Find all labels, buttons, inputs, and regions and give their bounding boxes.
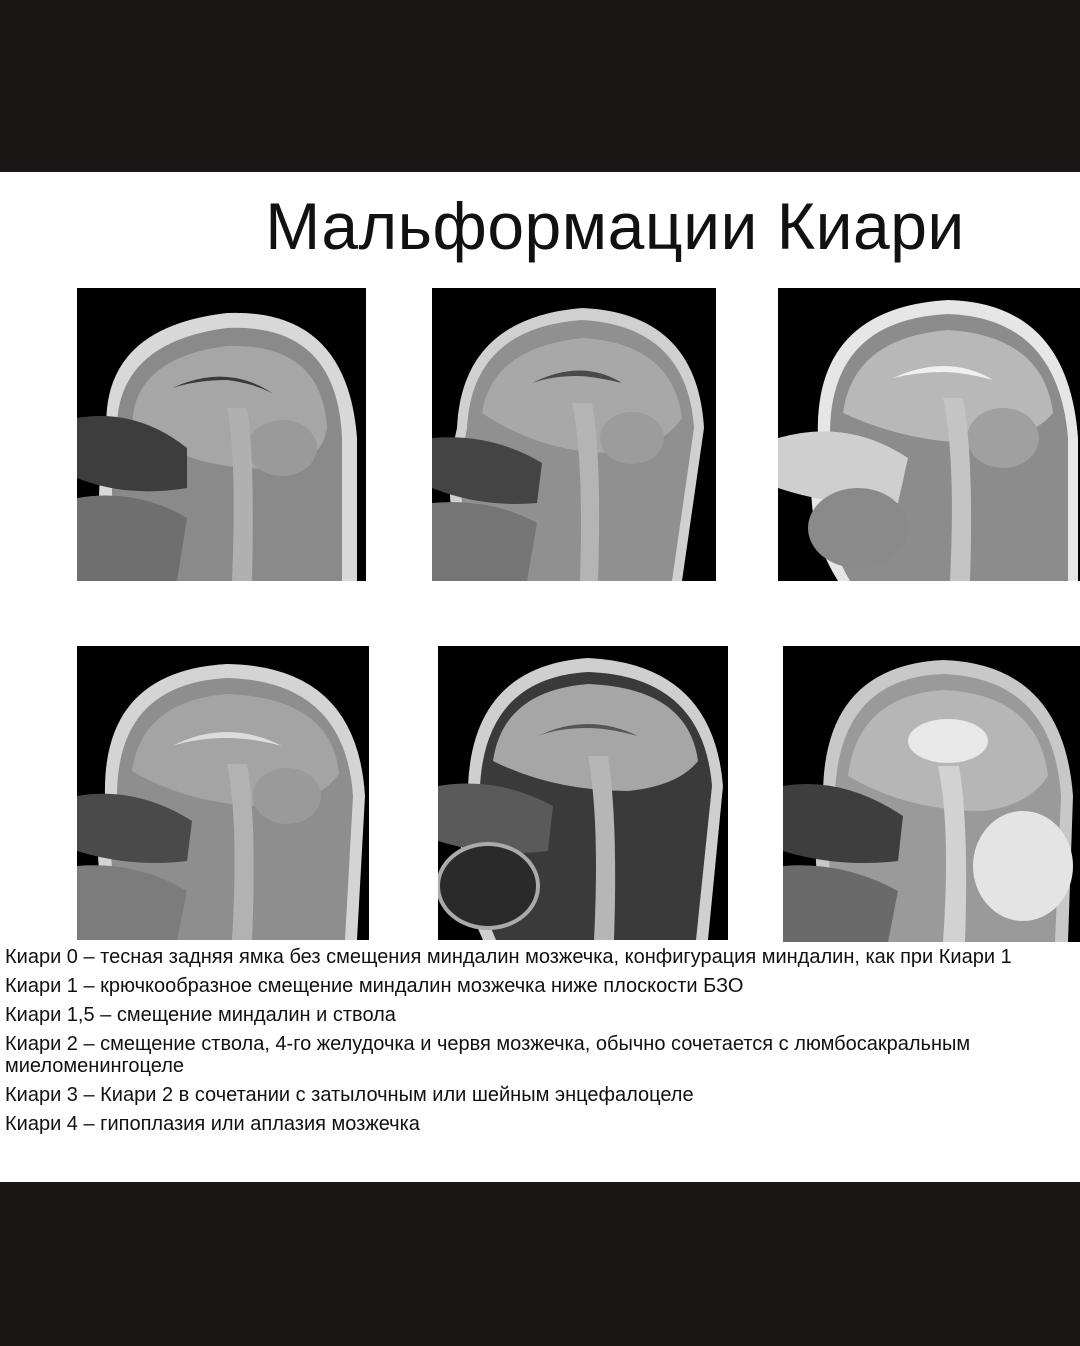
caption-chiari-1: Киари 1 – крючкообразное смещение миндалин мозжечка ниже плоскости БЗО <box>5 975 744 997</box>
presentation-slide <box>0 172 1080 1182</box>
bottom-black-bar <box>0 1182 1080 1346</box>
mri-image-2 <box>432 288 716 581</box>
caption-chiari-3: Киари 3 – Киари 2 в сочетании с затылочным или шейным энцефалоцеле <box>5 1084 694 1106</box>
caption-chiari-1-5: Киари 1,5 – смещение миндалин и ствола <box>5 1004 396 1026</box>
mri-sagittal-2-graphic <box>432 288 716 581</box>
top-black-bar <box>0 0 1080 172</box>
mri-sagittal-6-graphic <box>783 646 1080 942</box>
caption-chiari-2-continuation: миеломенингоцеле <box>5 1055 184 1077</box>
caption-chiari-0: Киари 0 – тесная задняя ямка без смещения миндалин мозжечка, конфигурация миндалин, как при Киари 1 <box>5 946 1012 968</box>
caption-chiari-2: Киари 2 – смещение ствола, 4-го желудочка и червя мозжечка, обычно сочетается с люмбосакральным миеломенингоцеле <box>5 1033 1080 1077</box>
mri-sagittal-4-graphic <box>77 646 369 940</box>
mri-image-6 <box>783 646 1080 942</box>
mri-image-5 <box>438 646 728 940</box>
slide-title: Мальформации Киари <box>265 189 965 263</box>
chiari-types-list <box>5 946 1080 1142</box>
mri-sagittal-1-graphic <box>77 288 366 581</box>
mri-sagittal-5-graphic <box>438 646 728 940</box>
mri-image-3 <box>778 288 1080 581</box>
caption-chiari-4: Киари 4 – гипоплазия или аплазия мозжечка <box>5 1113 420 1135</box>
mri-image-4 <box>77 646 369 940</box>
mri-sagittal-3-graphic <box>778 288 1080 581</box>
mri-image-1 <box>77 288 366 581</box>
